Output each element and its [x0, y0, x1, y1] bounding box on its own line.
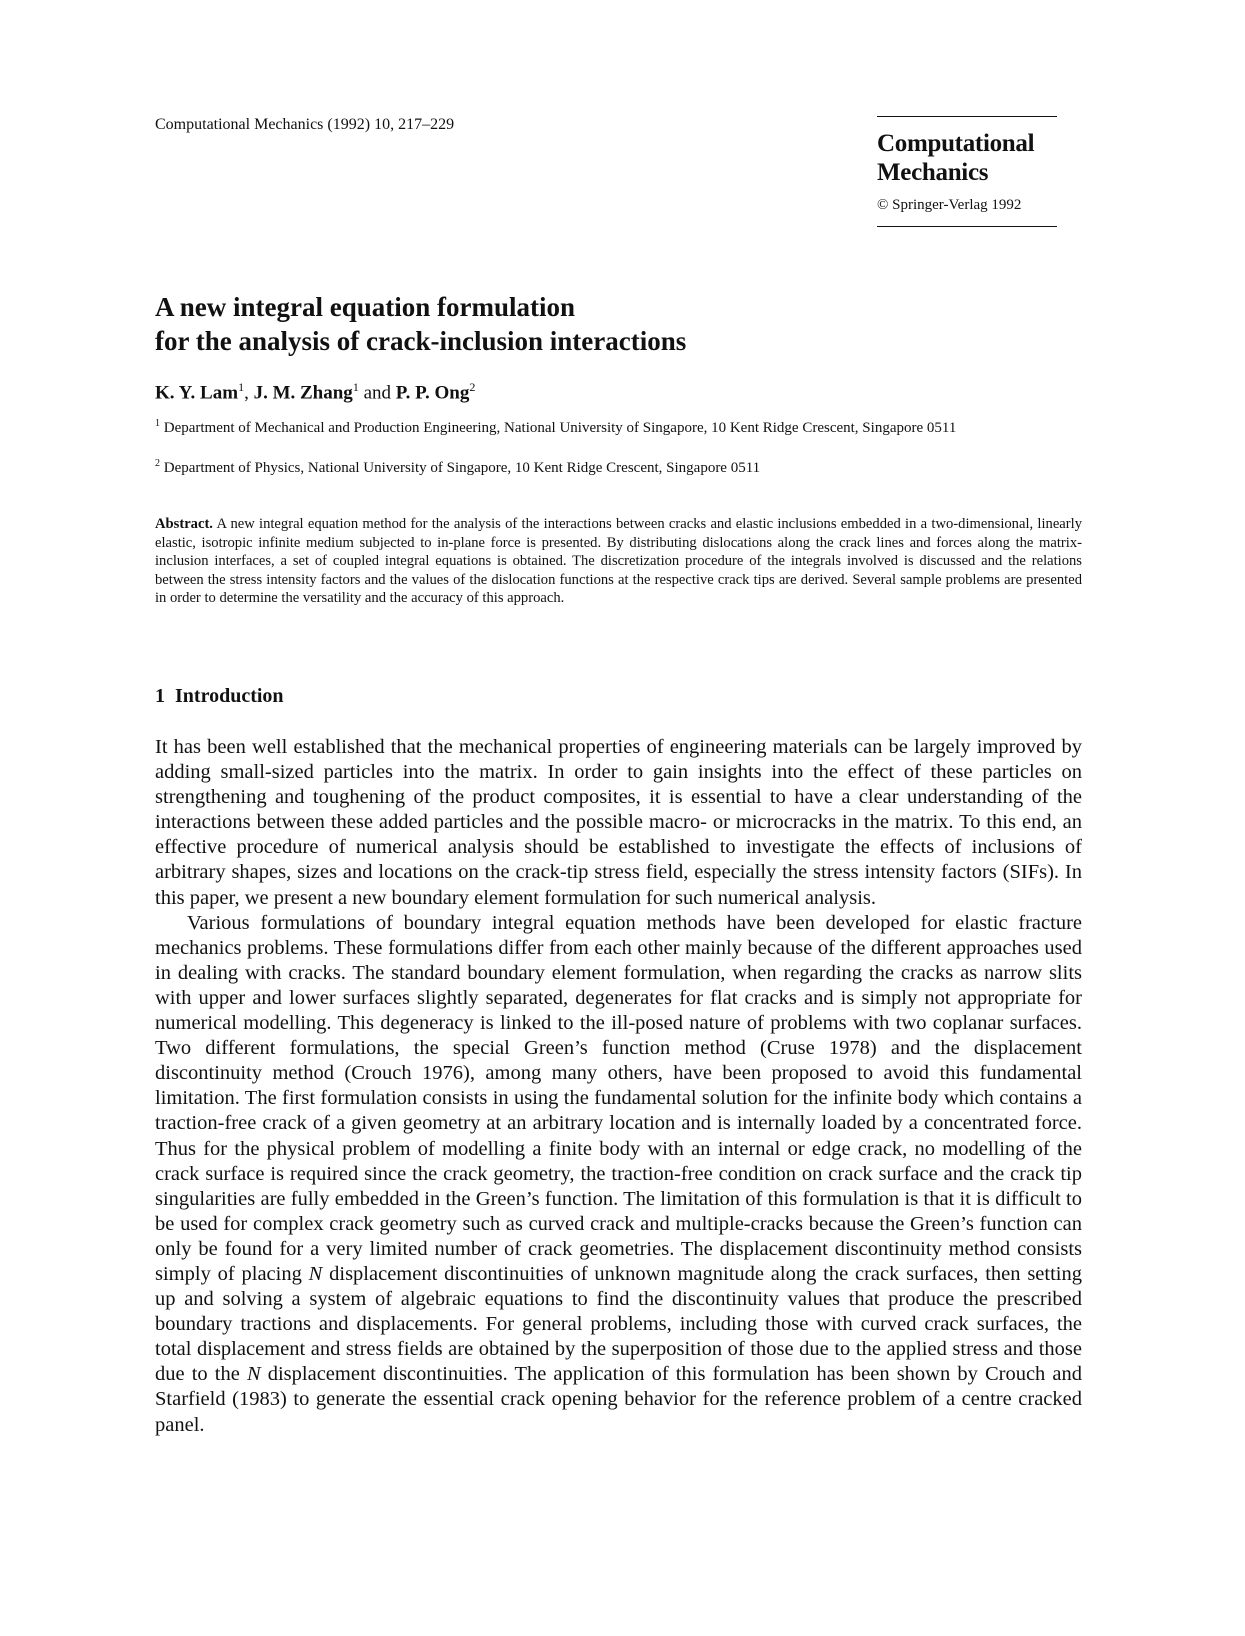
affiliation-2: [155, 454, 1082, 478]
section-number: 1: [155, 685, 165, 707]
section-title: Introduction: [175, 685, 284, 707]
section-heading: [155, 685, 284, 708]
math-variable: N: [308, 1262, 323, 1285]
paragraph-text: displacement discontinuities. The application of this formulation has been shown by Crouch and Starfield (1983) to generate the essential crack opening behavior for the reference problem of a centre cracked panel.: [155, 1363, 1083, 1436]
body-paragraph-1: It has been well established that the mechanical properties of engineering materials can be largely improved by adding small-sized particles into the matrix. In order to gain insights into the effect of these particles on strengthening and toughening of the product composites, it is essential to have a clear understanding of the interactions between these added particles and the possible macro- or microcracks in the matrix. To this end, an effective procedure of numerical analysis should be established to investigate the effects of inclusions of arbitrary shapes, sizes and locations on the crack-tip stress field, especially the stress intensity factors (SIFs). In this paper, we present a new boundary element formulation for such numerical analysis.: [155, 736, 1082, 909]
masthead-top-rule: [877, 116, 1057, 117]
paper-title-line2: for the analysis of crack-inclusion interactions: [155, 326, 687, 356]
journal-masthead: [877, 116, 1057, 227]
author-name: K. Y. Lam: [155, 382, 239, 404]
affiliation-text: Department of Physics, National University of Singapore, 10 Kent Ridge Crescent, Singapore 0511: [163, 460, 761, 476]
paragraph-text: displacement discontinuities of unknown magnitude along the crack surfaces, then setting up and solving a system of algebraic equations to find the discontinuity values that produce the prescribed boundary tractions and displacements. For general problems, including those with curved crack surfaces, the total displacement and stress fields are obtained by the superposition of those due to the applied stress and those due to the: [155, 1262, 1082, 1386]
affiliation-mark: 1: [155, 418, 160, 429]
abstract-label: Abstract.: [155, 516, 213, 532]
masthead-bottom-rule: [877, 226, 1057, 227]
abstract-text: A new integral equation method for the analysis of the interactions between cracks and elastic inclusions embedded in a two-dimensional, linearly elastic, isotropic infinite medium subjected to in-plane force is presented. By distributing dislocations along the crack lines and forces along the matrix-inclusion interfaces, a set of coupled integral equations is obtained. The discretization procedure of the integrals involved is discussed and the relations between the stress intensity factors and the values of the dislocation functions at the respective crack tips are derived. Several sample problems are presented in order to determine the versatility and the accuracy of this approach.: [155, 516, 1082, 607]
author-affiliation-mark: 2: [469, 380, 476, 394]
body-paragraph-2: [155, 911, 1082, 1438]
paper-title: [155, 290, 686, 358]
abstract: [155, 515, 1082, 608]
affiliation-mark: 2: [155, 458, 160, 469]
author-separator: ,: [244, 382, 254, 404]
copyright-notice: © Springer-Verlag 1992: [877, 197, 1022, 213]
author-separator: and: [358, 382, 396, 404]
author-name: J. M. Zhang: [253, 382, 353, 404]
author-name: P. P. Ong: [395, 382, 470, 404]
affiliation-1: [155, 414, 1082, 438]
journal-citation: Computational Mechanics (1992) 10, 217–229: [155, 116, 455, 133]
journal-name-line1: Computational: [877, 130, 1035, 157]
author-affiliation-mark: 1: [352, 380, 359, 394]
author-affiliation-mark: 1: [238, 380, 245, 394]
journal-name-line2: Mechanics: [877, 159, 989, 186]
body-text: [155, 735, 1082, 1438]
affiliation-text: Department of Mechanical and Production Engineering, National University of Singapore, 10 Kent Ridge Crescent, Singapore 0511: [163, 420, 957, 436]
journal-name: [877, 129, 1057, 187]
paragraph-text: Various formulations of boundary integral equation methods have been developed for elastic fracture mechanics problems. These formulations differ from each other mainly because of the different approaches used in dealing with cracks. The standard boundary element formulation, when regarding the cracks as narrow slits with upper and lower surfaces slightly separated, degenerates for flat cracks and is simply not appropriate for numerical modelling. This degeneracy is linked to the ill-posed nature of problems with two coplanar surfaces. Two different formulations, the special Green’s function method (Cruse 1978) and the displacement discontinuity method (Crouch 1976), among many others, have been proposed to avoid this fundamental limitation. The first formulation consists in using the fundamental solution for the infinite body which contains a traction-free crack of a given geometry at an arbitrary location and is internally loaded by a concentrated force. Thus for the physical problem of modelling a finite body with an internal or edge crack, no modelling of the crack surface is required since the crack geometry, the traction-free condition on crack surface and the crack tip singularities are fully embedded in the Green’s function. The limitation of this formulation is that it is difficult to be used for complex crack geometry such as curved crack and multiple-cracks because the Green’s function can only be found for a very limited number of crack geometries. The displacement discontinuity method consists simply of placing: [155, 911, 1082, 1285]
paper-title-line1: A new integral equation formulation: [155, 292, 576, 322]
author-list: [155, 380, 475, 404]
math-variable: N: [246, 1363, 261, 1386]
